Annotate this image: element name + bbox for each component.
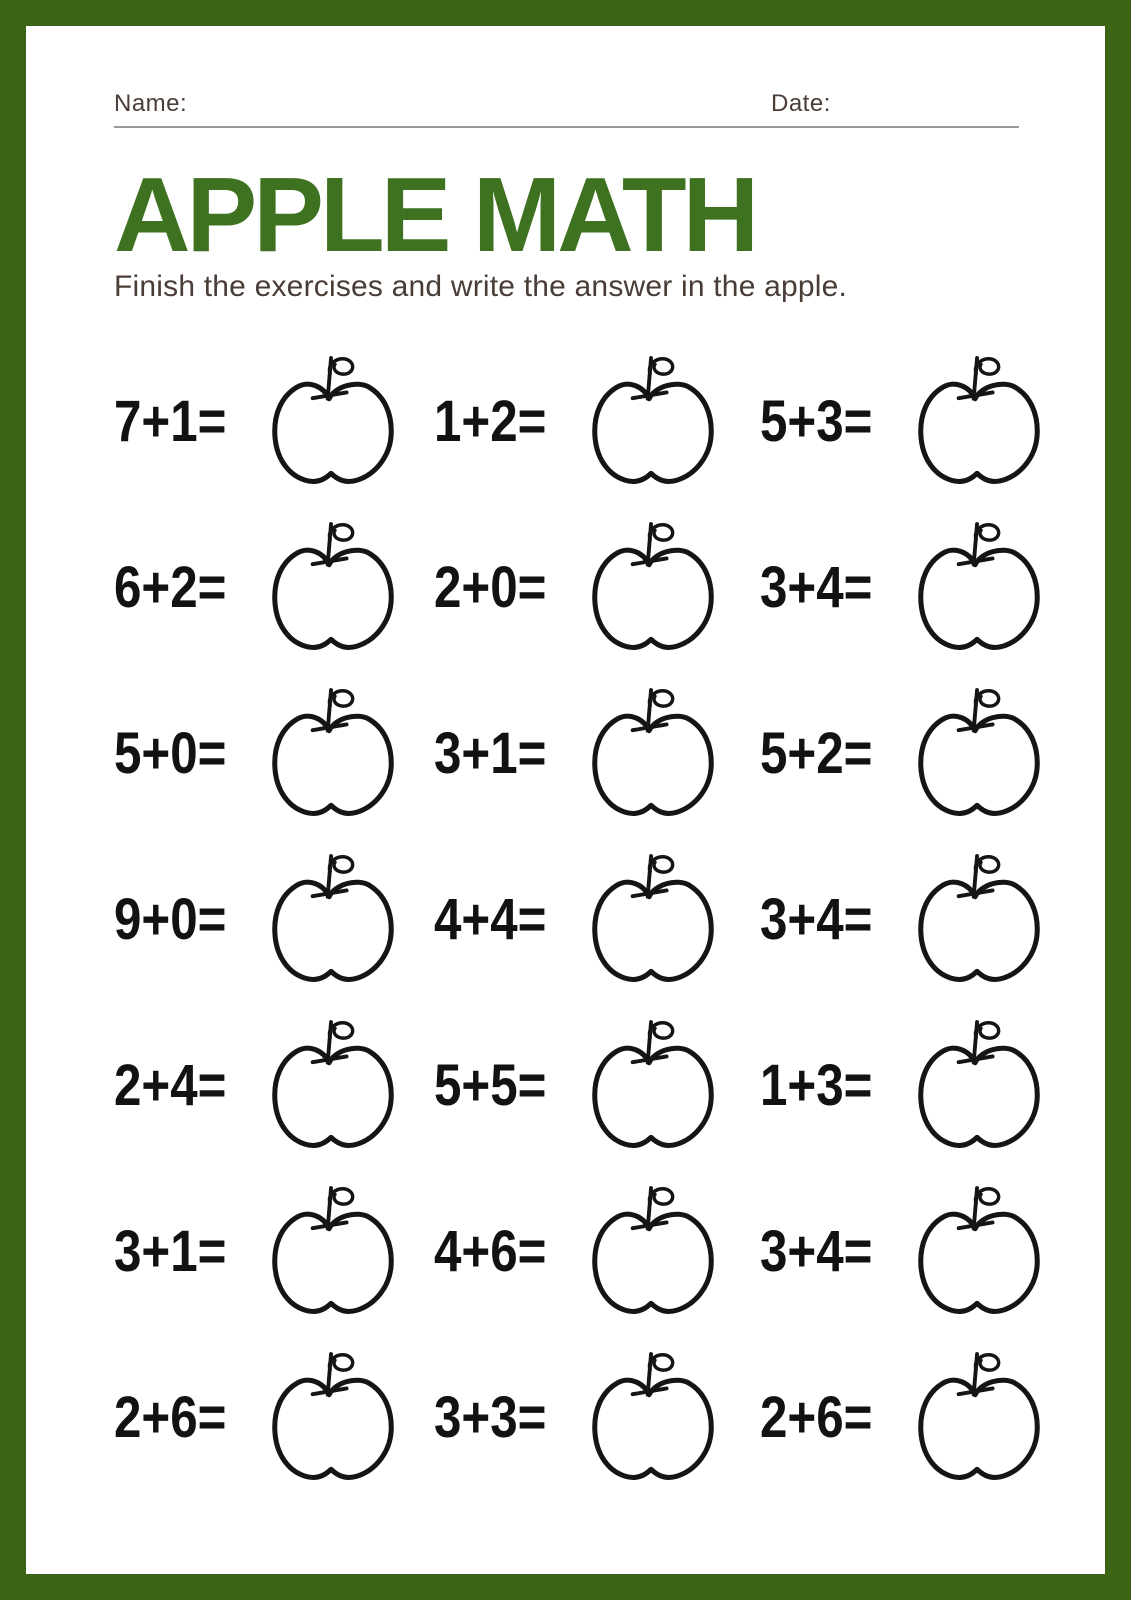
name-date-row [114,90,1019,128]
exercise-cell [114,519,434,655]
equation-label: 2+0= [434,554,547,620]
equation-label: 9+0= [114,886,227,952]
apple-outline-icon[interactable] [916,685,1042,821]
apple-outline-icon[interactable] [270,519,396,655]
equation-label: 3+3= [434,1384,547,1450]
equation-label: 5+2= [760,720,873,786]
exercise-cell [760,353,1042,489]
apple-outline-icon[interactable] [590,1183,716,1319]
exercise-cell [434,353,760,489]
equation-label: 3+4= [760,554,873,620]
exercise-cell [434,1017,760,1153]
apple-outline-icon[interactable] [590,1017,716,1153]
exercise-cell [434,1349,760,1485]
equation-label: 5+5= [434,1052,547,1118]
exercise-cell [114,1183,434,1319]
page-instructions: Finish the exercises and write the answer in the apple. [114,270,848,303]
equation-label: 2+6= [760,1384,873,1450]
apple-outline-icon[interactable] [270,1017,396,1153]
apple-outline-icon[interactable] [590,353,716,489]
exercise-cell [114,1349,434,1485]
exercise-cell [434,519,760,655]
apple-outline-icon[interactable] [916,519,1042,655]
exercise-cell [434,1183,760,1319]
exercise-cell [760,1183,1042,1319]
exercise-cell [114,353,434,489]
equation-label: 4+4= [434,886,547,952]
equation-label: 1+3= [760,1052,873,1118]
exercise-cell [114,851,434,987]
equation-label: 6+2= [114,554,227,620]
exercise-cell [760,1349,1042,1485]
apple-outline-icon[interactable] [916,1349,1042,1485]
apple-outline-icon[interactable] [270,353,396,489]
exercise-cell [760,851,1042,987]
apple-outline-icon[interactable] [916,1183,1042,1319]
equation-label: 3+1= [434,720,547,786]
equation-label: 3+4= [760,886,873,952]
equation-label: 2+4= [114,1052,227,1118]
date-label: Date: [771,90,831,117]
equation-label: 5+3= [760,388,873,454]
equation-label: 7+1= [114,388,227,454]
exercise-cell [434,685,760,821]
exercise-cell [114,685,434,821]
apple-outline-icon[interactable] [270,1349,396,1485]
equation-label: 1+2= [434,388,547,454]
exercise-cell [760,685,1042,821]
exercise-cell [760,1017,1042,1153]
exercise-cell [760,519,1042,655]
apple-outline-icon[interactable] [270,851,396,987]
apple-outline-icon[interactable] [590,519,716,655]
name-label: Name: [114,90,188,117]
exercise-cell [114,1017,434,1153]
equation-label: 2+6= [114,1384,227,1450]
equation-label: 5+0= [114,720,227,786]
equation-label: 4+6= [434,1218,547,1284]
page-title: APPLE MATH [114,156,756,274]
apple-outline-icon[interactable] [590,851,716,987]
equation-label: 3+1= [114,1218,227,1284]
apple-outline-icon[interactable] [270,1183,396,1319]
exercise-grid [114,338,1019,1500]
exercise-cell [434,851,760,987]
apple-outline-icon[interactable] [590,685,716,821]
apple-outline-icon[interactable] [916,851,1042,987]
equation-label: 3+4= [760,1218,873,1284]
apple-outline-icon[interactable] [916,1017,1042,1153]
apple-outline-icon[interactable] [270,685,396,821]
apple-outline-icon[interactable] [590,1349,716,1485]
apple-outline-icon[interactable] [916,353,1042,489]
